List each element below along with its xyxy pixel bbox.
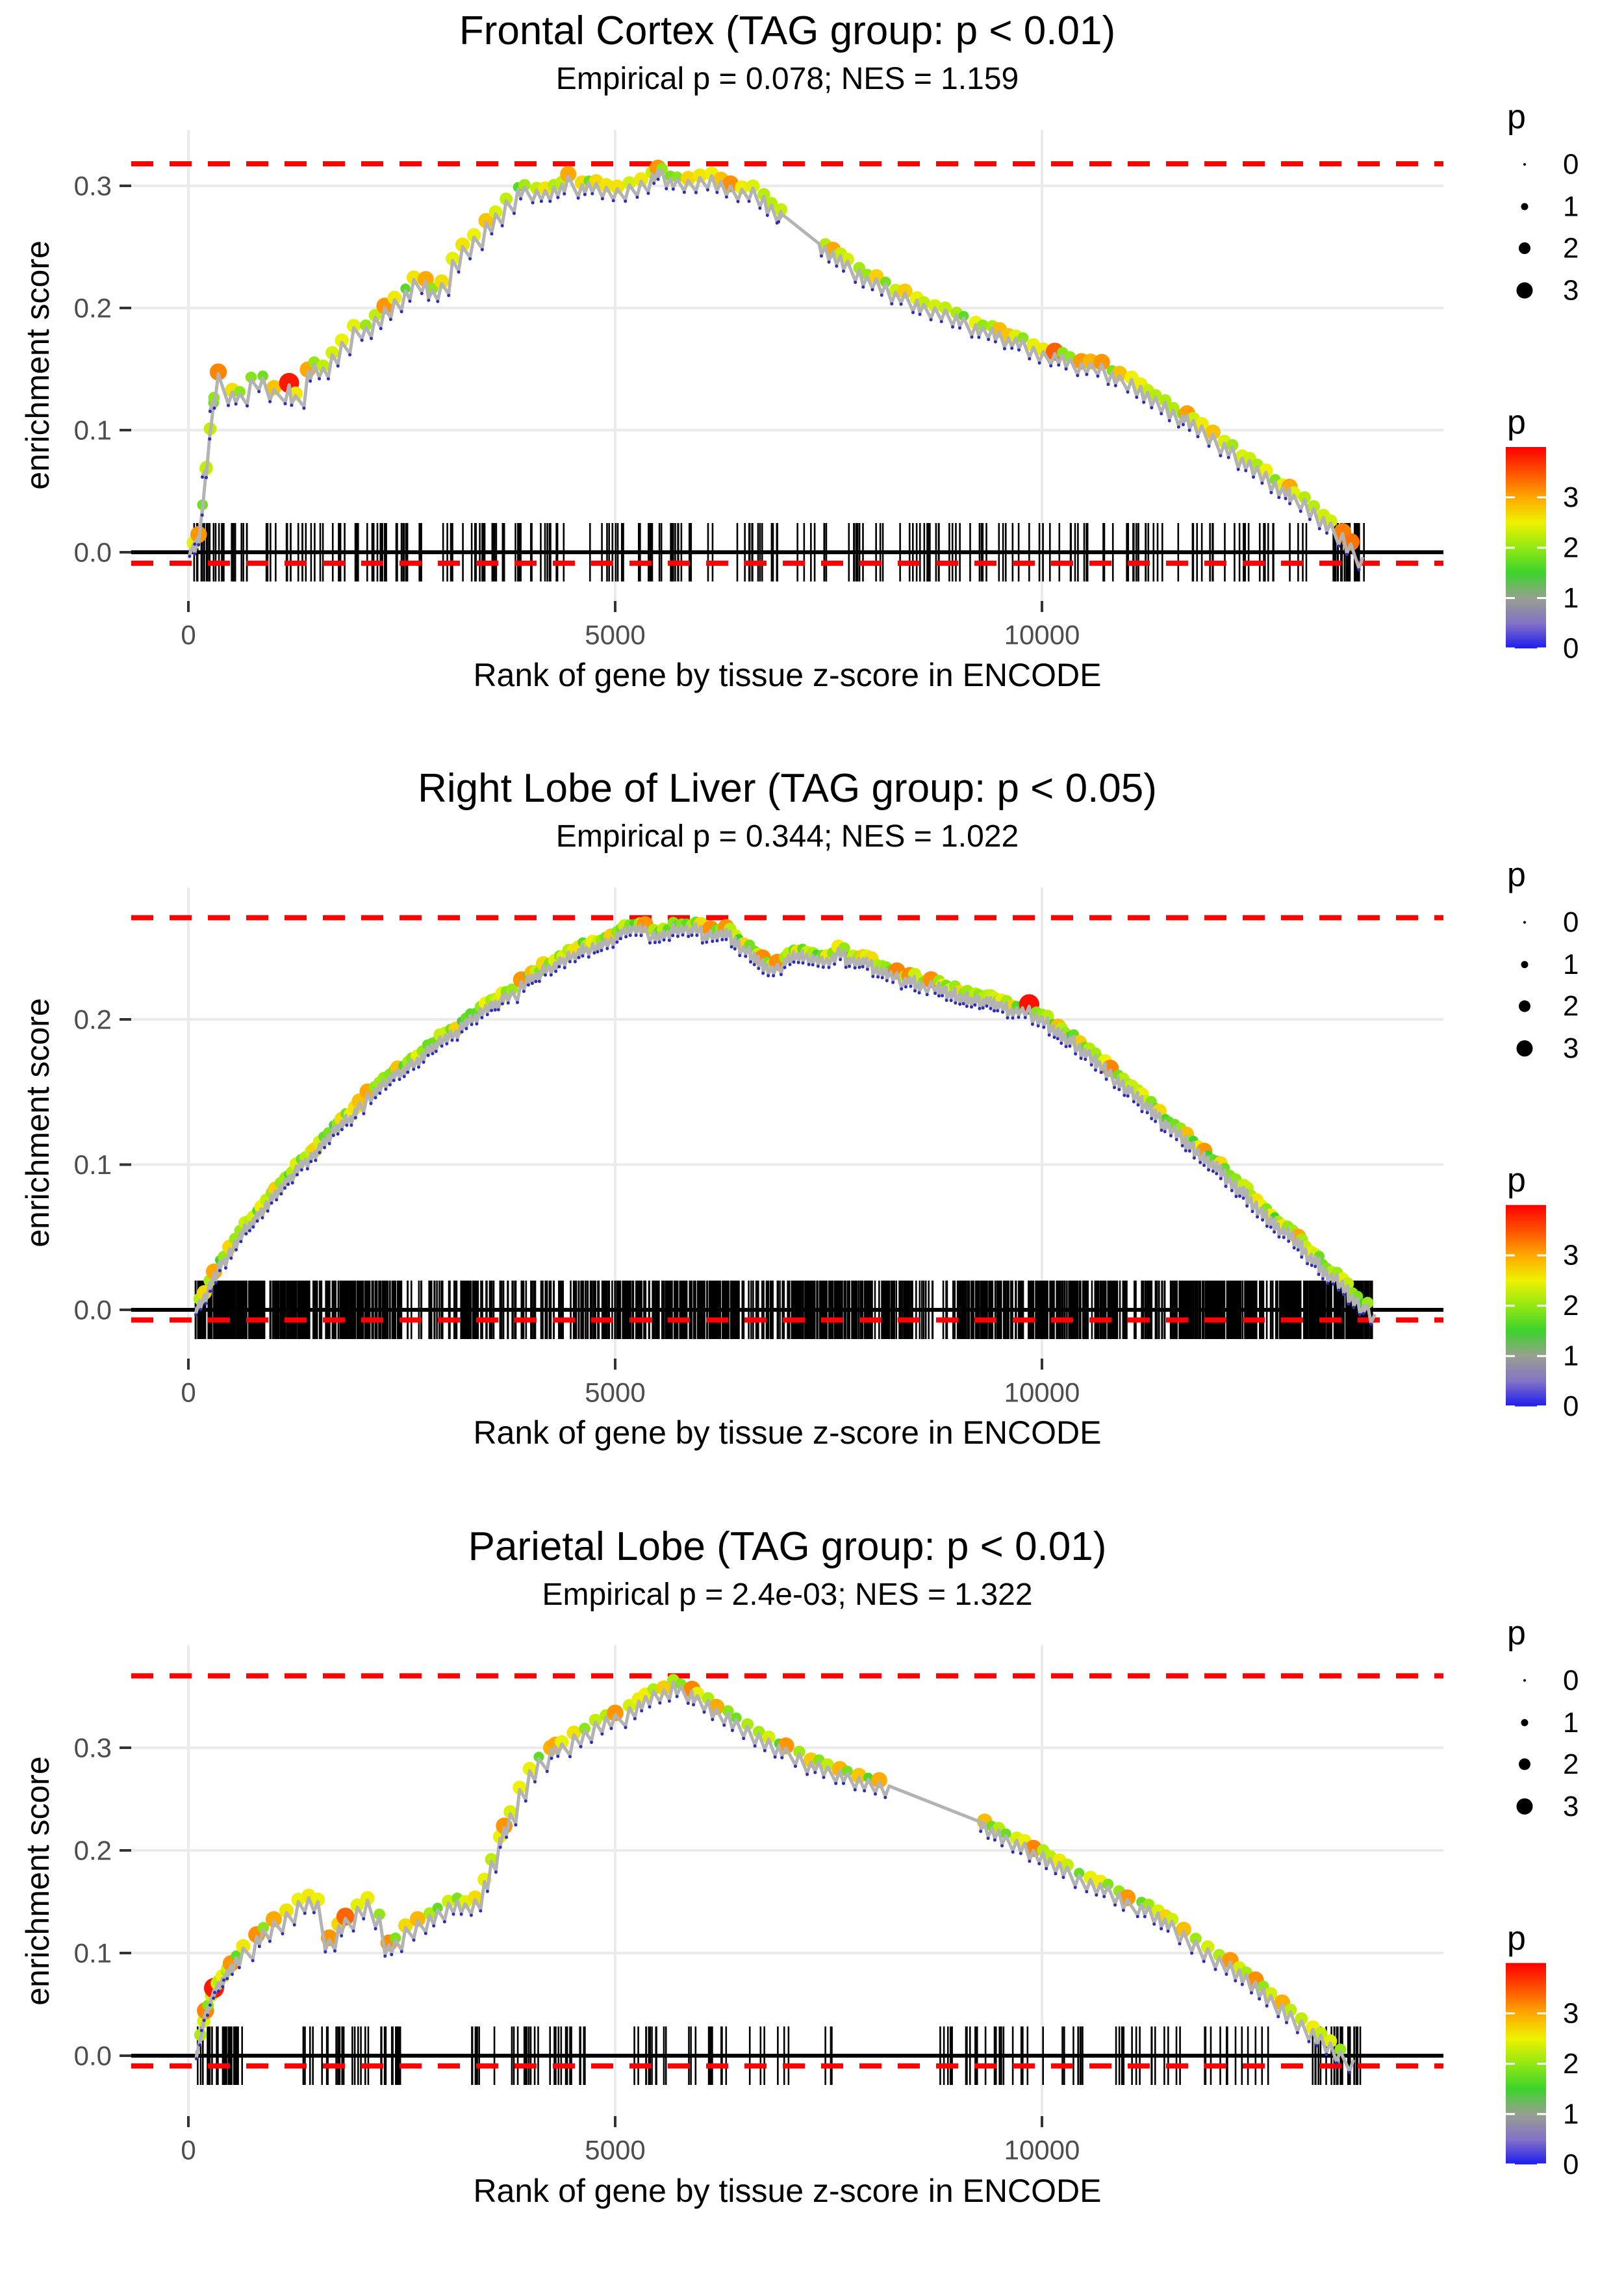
svg-text:p: p xyxy=(1507,1614,1526,1652)
svg-text:1: 1 xyxy=(1563,2098,1579,2130)
svg-text:0: 0 xyxy=(181,619,196,650)
svg-text:10000: 10000 xyxy=(1004,2134,1080,2165)
svg-text:0: 0 xyxy=(1563,2148,1579,2180)
svg-text:0: 0 xyxy=(1563,632,1579,665)
svg-text:2: 2 xyxy=(1563,1290,1579,1322)
panel-right-lobe-of-liver xyxy=(0,758,1624,1516)
svg-text:0.0: 0.0 xyxy=(73,2040,112,2071)
svg-text:3: 3 xyxy=(1563,1790,1579,1822)
svg-text:10000: 10000 xyxy=(1004,619,1080,650)
y-axis-title: enrichment score xyxy=(19,998,56,1247)
svg-text:2: 2 xyxy=(1563,2047,1579,2080)
svg-text:0.2: 0.2 xyxy=(73,292,112,324)
x-axis-title: Rank of gene by tissue z-score in ENCODE xyxy=(473,657,1102,693)
x-axis-title: Rank of gene by tissue z-score in ENCODE xyxy=(473,1414,1102,1451)
svg-text:0.3: 0.3 xyxy=(73,170,112,201)
svg-text:0: 0 xyxy=(181,1377,196,1408)
x-axis-title: Rank of gene by tissue z-score in ENCODE xyxy=(473,2173,1102,2209)
panel-title: Right Lobe of Liver (TAG group: p < 0.05) xyxy=(418,766,1157,811)
svg-text:1: 1 xyxy=(1563,1706,1579,1739)
panel-title: Frontal Cortex (TAG group: p < 0.01) xyxy=(459,8,1116,53)
svg-text:p: p xyxy=(1507,98,1526,136)
svg-text:0.3: 0.3 xyxy=(73,1732,112,1763)
svg-text:p: p xyxy=(1507,856,1526,894)
svg-text:0: 0 xyxy=(1563,906,1579,939)
svg-text:p: p xyxy=(1507,1919,1526,1958)
svg-text:0.2: 0.2 xyxy=(73,1004,112,1035)
svg-text:1: 1 xyxy=(1563,949,1579,981)
svg-text:0: 0 xyxy=(1563,1390,1579,1423)
panel-parietal-lobe xyxy=(0,1516,1624,2274)
svg-text:1: 1 xyxy=(1563,1340,1579,1372)
svg-text:0: 0 xyxy=(181,2134,196,2165)
svg-text:3: 3 xyxy=(1563,1997,1579,2030)
svg-text:0: 0 xyxy=(1563,1664,1579,1696)
svg-text:5000: 5000 xyxy=(585,1377,646,1408)
svg-text:2: 2 xyxy=(1563,1748,1579,1780)
svg-text:0: 0 xyxy=(1563,148,1579,181)
svg-text:2: 2 xyxy=(1563,531,1579,564)
svg-text:2: 2 xyxy=(1563,232,1579,264)
svg-text:1: 1 xyxy=(1563,582,1579,614)
svg-text:3: 3 xyxy=(1563,274,1579,307)
svg-text:p: p xyxy=(1507,403,1526,441)
panel-subtitle: Empirical p = 0.344; NES = 1.022 xyxy=(555,819,1019,854)
y-axis-title: enrichment score xyxy=(19,240,56,490)
svg-text:3: 3 xyxy=(1563,1032,1579,1065)
panel-subtitle: Empirical p = 2.4e-03; NES = 1.322 xyxy=(542,1578,1033,1612)
svg-text:0.1: 0.1 xyxy=(73,415,112,446)
svg-text:0.1: 0.1 xyxy=(73,1149,112,1180)
svg-text:10000: 10000 xyxy=(1004,1377,1080,1408)
svg-text:3: 3 xyxy=(1563,481,1579,513)
y-axis-title: enrichment score xyxy=(19,1756,56,2006)
svg-text:3: 3 xyxy=(1563,1239,1579,1271)
svg-text:0.0: 0.0 xyxy=(73,1294,112,1325)
panel-subtitle: Empirical p = 0.078; NES = 1.159 xyxy=(555,62,1019,96)
svg-text:2: 2 xyxy=(1563,990,1579,1023)
svg-text:p: p xyxy=(1507,1161,1526,1199)
panel-title: Parietal Lobe (TAG group: p < 0.01) xyxy=(468,1524,1107,1569)
svg-text:0.2: 0.2 xyxy=(73,1835,112,1866)
svg-text:0.0: 0.0 xyxy=(73,537,112,568)
panel-frontal-cortex xyxy=(0,0,1624,758)
svg-text:0.1: 0.1 xyxy=(73,1937,112,1969)
svg-text:1: 1 xyxy=(1563,190,1579,223)
svg-text:5000: 5000 xyxy=(585,619,646,650)
svg-text:5000: 5000 xyxy=(585,2134,646,2165)
